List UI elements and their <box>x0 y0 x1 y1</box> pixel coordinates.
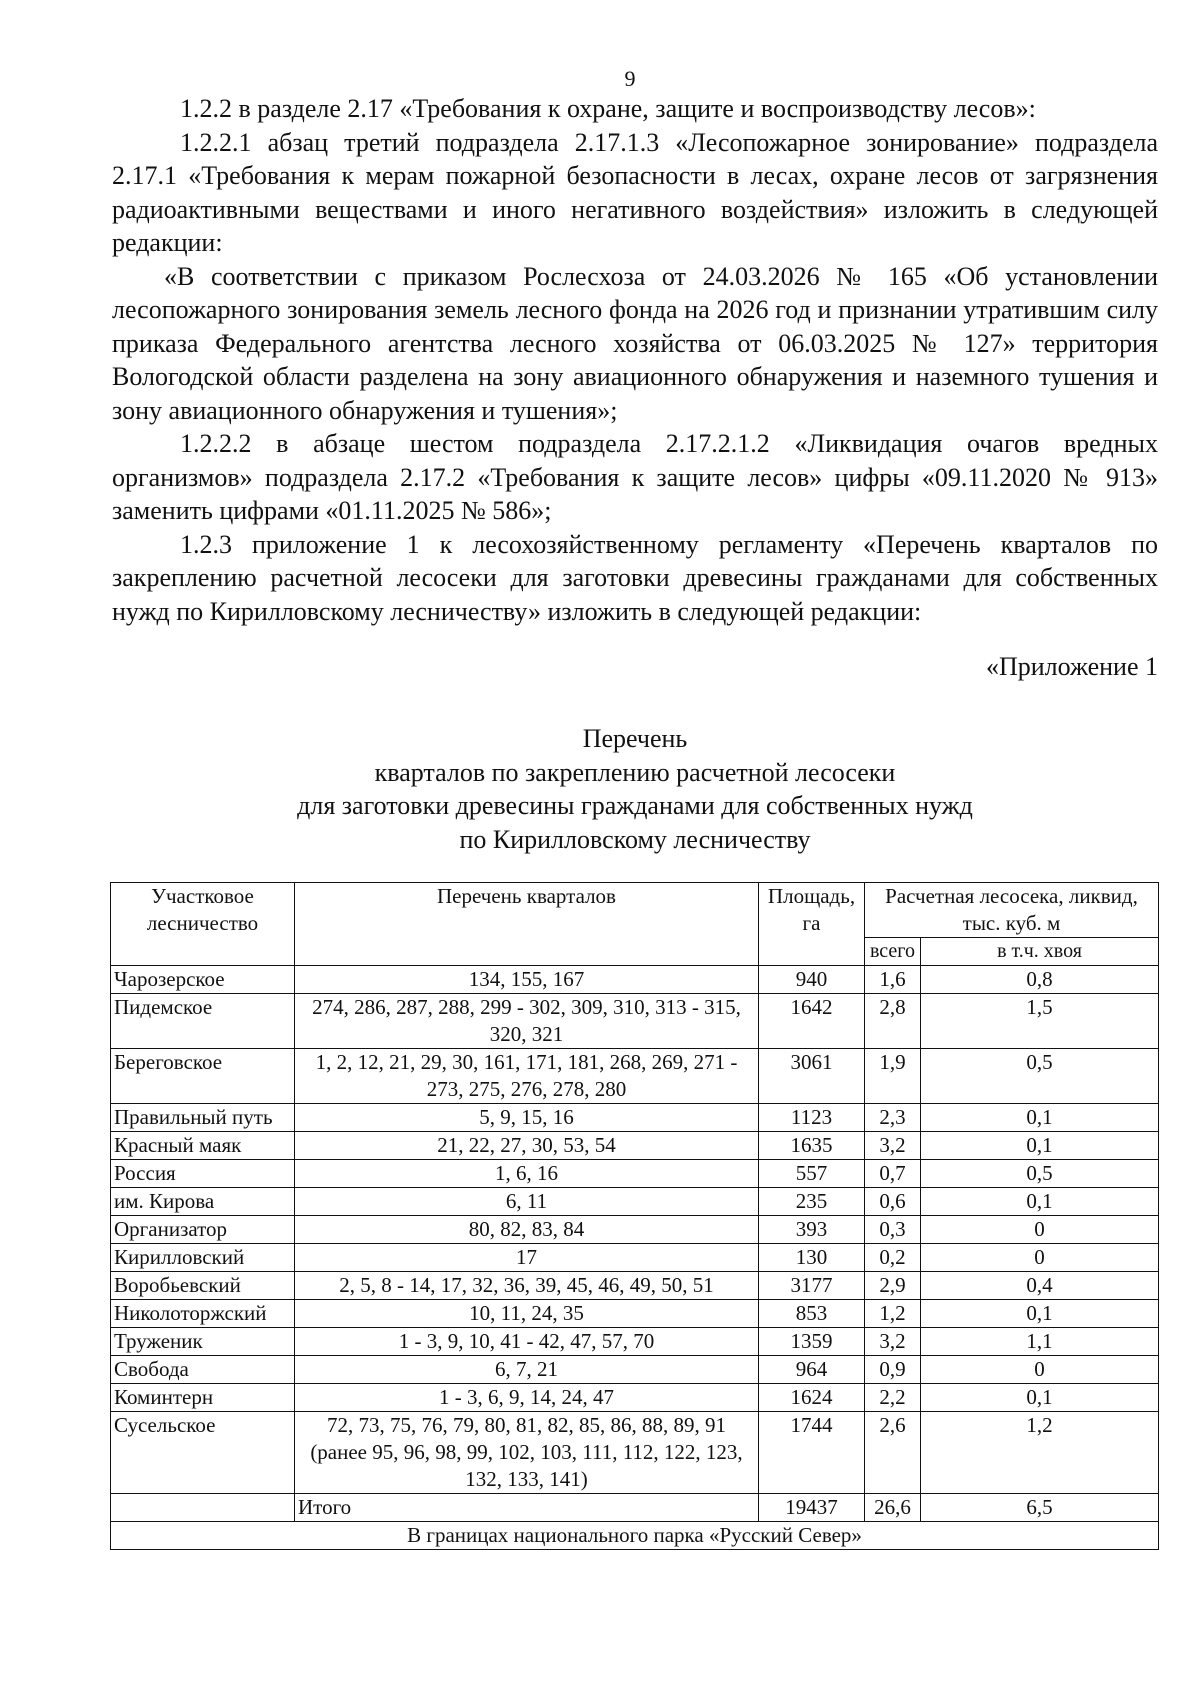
area-cell: 3177 <box>759 1272 865 1300</box>
header-area: Площадь, га <box>759 883 865 966</box>
cut-total-cell: 0,9 <box>865 1356 921 1384</box>
district-cell: Красный маяк <box>111 1132 295 1160</box>
quarters-cell: 1, 6, 16 <box>295 1160 759 1188</box>
quarters-cell: 17 <box>295 1244 759 1272</box>
quarters-cell: 72, 73, 75, 76, 79, 80, 81, 82, 85, 86, 88, 89, 91 (ранее 95, 96, 98, 99, 102, 103, 111, 112, 122, 123, 132, 133, 141) <box>295 1412 759 1494</box>
district-cell: Николоторжский <box>111 1300 295 1328</box>
district-cell: Воробьевский <box>111 1272 295 1300</box>
table-title-line: по Кирилловскому лесничеству <box>459 824 811 854</box>
district-cell: им. Кирова <box>111 1188 295 1216</box>
area-cell: 853 <box>759 1300 865 1328</box>
cut-total-cell: 2,8 <box>865 994 921 1049</box>
appendix-label: «Приложение 1 <box>985 652 1158 681</box>
table-row <box>111 1104 1159 1132</box>
table-row <box>111 1384 1159 1412</box>
conifer-cell: 0,4 <box>921 1272 1159 1300</box>
conifer-cell: 0 <box>921 1244 1159 1272</box>
area-cell: 964 <box>759 1356 865 1384</box>
table-row <box>111 1132 1159 1160</box>
table-title-line: для заготовки древесины гражданами для собственных нужд <box>297 791 973 820</box>
table-row <box>111 966 1159 994</box>
area-cell: 393 <box>759 1216 865 1244</box>
area-cell: 130 <box>759 1244 865 1272</box>
cut-total-cell: 1,9 <box>865 1049 921 1104</box>
total-row <box>111 1494 1159 1522</box>
quarters-cell: 10, 11, 24, 35 <box>295 1300 759 1328</box>
cut-total-cell: 0,2 <box>865 1244 921 1272</box>
area-cell: 1123 <box>759 1104 865 1132</box>
conifer-cell: 1,5 <box>921 994 1159 1049</box>
cut-total-cell: 2,2 <box>865 1384 921 1412</box>
area-cell: 1359 <box>759 1328 865 1356</box>
table-row <box>111 1412 1159 1494</box>
paragraph: «В соответствии с приказом Рослесхоза от 24.03.2026 № 165 «Об установлении лесопожарного зонирования земель лесного фонда на 2026 год и признании утратившим силу приказа Федерального агентства лесного хозяйства от 06.03.2025 № 127» территория Вологодской области разделена на зону авиационного обнаружения и наземного тушения и зону авиационного обнаружения и тушения»; <box>112 261 1158 425</box>
district-cell: Труженик <box>111 1328 295 1356</box>
cut-total-cell: 3,2 <box>865 1328 921 1356</box>
district-cell: Организатор <box>111 1216 295 1244</box>
table-row <box>111 1216 1159 1244</box>
cut-total-cell: 1,2 <box>865 1300 921 1328</box>
district-cell: Россия <box>111 1160 295 1188</box>
district-cell: Чарозерское <box>111 966 295 994</box>
cut-total-cell: 0,6 <box>865 1188 921 1216</box>
total-conifer: 6,5 <box>921 1494 1159 1522</box>
district-cell: Коминтерн <box>111 1384 295 1412</box>
cut-total-cell: 2,6 <box>865 1412 921 1494</box>
paragraph: 1.2.3 приложение 1 к лесохозяйственному регламенту «Перечень кварталов по закреплению расчетной лесосеки для заготовки древесины гражданами для собственных нужд по Кирилловскому лесничеству» изложить в следующей редакции: <box>112 529 1158 626</box>
header-district: Участковое лесничество <box>111 883 295 966</box>
cut-total-cell: 2,9 <box>865 1272 921 1300</box>
quarters-cell: 6, 7, 21 <box>295 1356 759 1384</box>
conifer-cell: 0,1 <box>921 1300 1159 1328</box>
table-row <box>111 1160 1159 1188</box>
table-row <box>111 1356 1159 1384</box>
quarters-cell: 80, 82, 83, 84 <box>295 1216 759 1244</box>
total-cut: 26,6 <box>865 1494 921 1522</box>
conifer-cell: 0,5 <box>921 1049 1159 1104</box>
district-cell: Береговское <box>111 1049 295 1104</box>
header-total: всего <box>865 938 921 966</box>
cut-total-cell: 2,3 <box>865 1104 921 1132</box>
page-number: 9 <box>624 66 636 91</box>
cut-total-cell: 1,6 <box>865 966 921 994</box>
area-cell: 1624 <box>759 1384 865 1412</box>
table-body <box>111 966 1159 1494</box>
quarters-cell: 5, 9, 15, 16 <box>295 1104 759 1132</box>
conifer-cell: 0 <box>921 1216 1159 1244</box>
quarters-cell: 2, 5, 8 - 14, 17, 32, 36, 39, 45, 46, 49, 50, 51 <box>295 1272 759 1300</box>
paragraph: 1.2.2.2 в абзаце шестом подраздела 2.17.2.1.2 «Ликвидация очагов вредных организмов» подраздела 2.17.2 «Требования к защите лесов» цифры «09.11.2020 № 913» заменить цифрами «01.11.2025 № 586»; <box>112 429 1158 525</box>
table-row <box>111 1328 1159 1356</box>
conifer-cell: 1,1 <box>921 1328 1159 1356</box>
footer-row <box>111 1522 1159 1550</box>
quarters-cell: 1, 2, 12, 21, 29, 30, 161, 171, 181, 268, 269, 271 - 273, 275, 276, 278, 280 <box>295 1049 759 1104</box>
table-row <box>111 1244 1159 1272</box>
quarters-cell: 274, 286, 287, 288, 299 - 302, 309, 310, 313 - 315, 320, 321 <box>295 994 759 1049</box>
table-title-line: кварталов по закреплению расчетной лесосеки <box>374 757 896 787</box>
table-row <box>111 1049 1159 1104</box>
cut-total-cell: 0,3 <box>865 1216 921 1244</box>
area-cell: 1635 <box>759 1132 865 1160</box>
quarters-cell: 21, 22, 27, 30, 53, 54 <box>295 1132 759 1160</box>
total-area: 19437 <box>759 1494 865 1522</box>
area-cell: 1744 <box>759 1412 865 1494</box>
quarters-cell: 6, 11 <box>295 1188 759 1216</box>
table-title-line: Перечень <box>582 724 688 753</box>
quarters-cell: 1 - 3, 9, 10, 41 - 42, 47, 57, 70 <box>295 1328 759 1356</box>
paragraph: 1.2.2 в разделе 2.17 «Требования к охране, защите и воспроизводству лесов»: <box>180 94 1036 123</box>
conifer-cell: 0,1 <box>921 1384 1159 1412</box>
district-cell: Свобода <box>111 1356 295 1384</box>
table-row <box>111 1300 1159 1328</box>
area-cell: 3061 <box>759 1049 865 1104</box>
table-row <box>111 994 1159 1049</box>
quarters-cell: 1 - 3, 6, 9, 14, 24, 47 <box>295 1384 759 1412</box>
area-cell: 1642 <box>759 994 865 1049</box>
header-quarters: Перечень кварталов <box>295 883 759 966</box>
quarters-table <box>110 882 1159 1550</box>
cut-total-cell: 0,7 <box>865 1160 921 1188</box>
conifer-cell: 0,1 <box>921 1104 1159 1132</box>
area-cell: 557 <box>759 1160 865 1188</box>
conifer-cell: 0,8 <box>921 966 1159 994</box>
conifer-cell: 0,1 <box>921 1132 1159 1160</box>
paragraph: 1.2.2.1 абзац третий подраздела 2.17.1.3 «Лесопожарное зонирование» подраздела 2.17.1 «Требования к мерам пожарной безопасности в лесах, охране лесов от загрязнения радиоактивными веществами и иного негативного воздействия» изложить в следующей редакции: <box>112 127 1158 257</box>
header-cut: Расчетная лесосека, ликвид, тыс. куб. м <box>865 883 1159 938</box>
conifer-cell: 0 <box>921 1356 1159 1384</box>
conifer-cell: 0,5 <box>921 1160 1159 1188</box>
cut-total-cell: 3,2 <box>865 1132 921 1160</box>
total-row-empty <box>111 1494 295 1522</box>
table-row <box>111 1188 1159 1216</box>
quarters-cell: 134, 155, 167 <box>295 966 759 994</box>
district-cell: Пидемское <box>111 994 295 1049</box>
table-row <box>111 1272 1159 1300</box>
conifer-cell: 0,1 <box>921 1188 1159 1216</box>
area-cell: 235 <box>759 1188 865 1216</box>
footer-note: В границах национального парка «Русский Север» <box>111 1522 1159 1550</box>
total-label: Итого <box>295 1494 759 1522</box>
conifer-cell: 1,2 <box>921 1412 1159 1494</box>
body-text <box>112 92 1158 628</box>
district-cell: Кирилловский <box>111 1244 295 1272</box>
table-title <box>112 722 1158 856</box>
area-cell: 940 <box>759 966 865 994</box>
header-conifer: в т.ч. хвоя <box>921 938 1159 966</box>
district-cell: Правильный путь <box>111 1104 295 1132</box>
district-cell: Сусельское <box>111 1412 295 1494</box>
